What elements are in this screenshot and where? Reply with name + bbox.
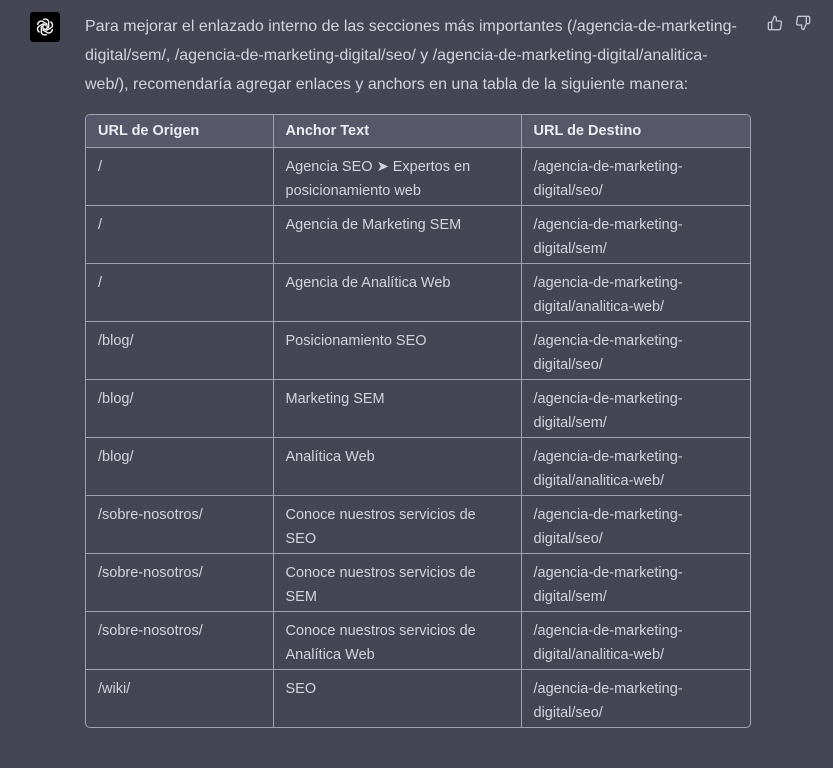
message-content [85, 12, 750, 728]
thumbs-down-icon[interactable] [795, 15, 811, 31]
cell-url-destino: /agencia-de-marketing-digital/sem/ [521, 554, 750, 612]
cell-url-destino: /agencia-de-marketing-digital/analitica-web/ [521, 438, 750, 496]
cell-url-origen: / [86, 206, 273, 264]
links-table [86, 115, 750, 727]
table-row [86, 612, 750, 670]
cell-anchor-text: Conoce nuestros servicios de Analítica Web [273, 612, 521, 670]
openai-logo-icon [30, 12, 60, 42]
table-row [86, 206, 750, 264]
cell-url-origen: /sobre-nosotros/ [86, 496, 273, 554]
cell-url-destino: /agencia-de-marketing-digital/seo/ [521, 322, 750, 380]
cell-anchor-text: Agencia de Analítica Web [273, 264, 521, 322]
cell-url-destino: /agencia-de-marketing-digital/seo/ [521, 670, 750, 728]
cell-anchor-text: Posicionamiento SEO [273, 322, 521, 380]
links-table-container [85, 114, 751, 728]
cell-url-destino: /agencia-de-marketing-digital/sem/ [521, 206, 750, 264]
cell-url-destino: /agencia-de-marketing-digital/seo/ [521, 148, 750, 206]
cell-url-destino: /agencia-de-marketing-digital/sem/ [521, 380, 750, 438]
cell-url-origen: / [86, 264, 273, 322]
table-row [86, 380, 750, 438]
table-row [86, 670, 750, 728]
cell-anchor-text: Conoce nuestros servicios de SEM [273, 554, 521, 612]
table-row [86, 264, 750, 322]
header-url-origen: URL de Origen [86, 115, 273, 148]
cell-url-origen: /sobre-nosotros/ [86, 612, 273, 670]
cell-url-origen: /wiki/ [86, 670, 273, 728]
cell-url-origen: /blog/ [86, 322, 273, 380]
cell-url-origen: / [86, 148, 273, 206]
table-header-row [86, 115, 750, 148]
header-url-destino: URL de Destino [521, 115, 750, 148]
feedback-actions [767, 15, 811, 31]
table-row [86, 438, 750, 496]
cell-url-origen: /blog/ [86, 438, 273, 496]
cell-anchor-text: Marketing SEM [273, 380, 521, 438]
cell-url-origen: /blog/ [86, 380, 273, 438]
cell-anchor-text: Conoce nuestros servicios de SEO [273, 496, 521, 554]
table-row [86, 148, 750, 206]
table-row [86, 554, 750, 612]
header-anchor-text: Anchor Text [273, 115, 521, 148]
cell-anchor-text: Agencia SEO ➤ Expertos en posicionamiento web [273, 148, 521, 206]
cell-anchor-text: SEO [273, 670, 521, 728]
cell-url-destino: /agencia-de-marketing-digital/analitica-web/ [521, 264, 750, 322]
cell-anchor-text: Analítica Web [273, 438, 521, 496]
table-row [86, 322, 750, 380]
intro-paragraph: Para mejorar el enlazado interno de las secciones más importantes (/agencia-de-marketing-digital/sem/, /agencia-de-marketing-digital/seo/ y /agencia-de-marketing-digital/analitica-web/), recomendaría agregar enlaces y anchors en una tabla de la siguiente manera: [85, 18, 737, 93]
cell-url-origen: /sobre-nosotros/ [86, 554, 273, 612]
thumbs-up-icon[interactable] [767, 15, 783, 31]
cell-url-destino: /agencia-de-marketing-digital/seo/ [521, 496, 750, 554]
cell-anchor-text: Agencia de Marketing SEM [273, 206, 521, 264]
table-row [86, 496, 750, 554]
cell-url-destino: /agencia-de-marketing-digital/analitica-web/ [521, 612, 750, 670]
